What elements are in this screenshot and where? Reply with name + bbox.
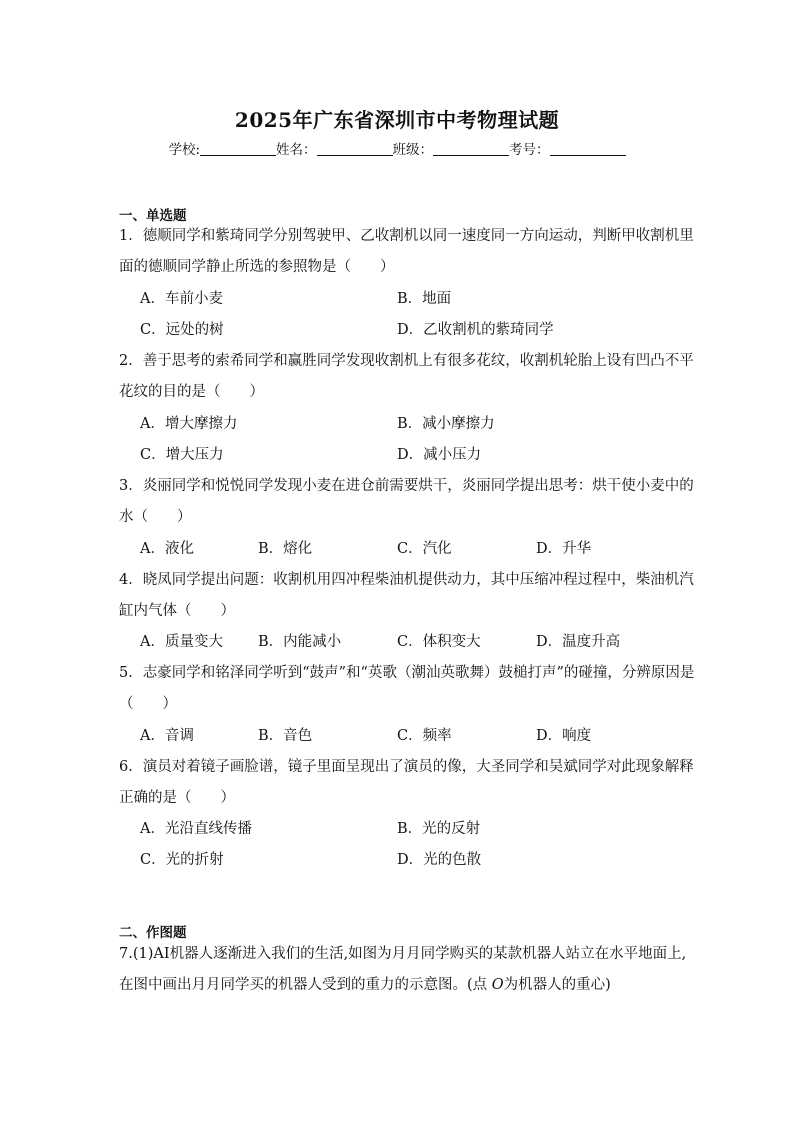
question-2-option-d[interactable]: D．减小压力 [397, 447, 482, 463]
question-3-line-2: 水（ ） [119, 509, 192, 525]
question-1-option-c[interactable]: C．远处的树 [140, 322, 224, 338]
question-2-option-c[interactable]: C．增大压力 [140, 447, 224, 463]
school-field[interactable] [200, 141, 276, 156]
question-5-option-a[interactable]: A．音调 [140, 728, 194, 744]
question-6-line-1: 6．演员对着镜子画脸谱，镜子里面呈现出了演员的像，大圣同学和吴斌同学对此现象解释 [119, 759, 694, 775]
question-5-line-1: 5．志豪同学和铭泽同学听到“鼓声”和“英歌（潮汕英歌舞）鼓槌打声”的碰撞，分辨原因是 [119, 665, 695, 681]
question-7-line-2 [119, 976, 611, 994]
question-1-option-a[interactable]: A．车前小麦 [140, 291, 223, 307]
question-3-option-d[interactable]: D．升华 [536, 541, 592, 557]
class-label: 班级： [392, 142, 434, 158]
question-2-line-1: 2．善于思考的索希同学和赢胜同学发现收割机上有很多花纹，收割机轮胎上设有凹凸不平 [119, 353, 694, 369]
question-2-option-a[interactable]: A．增大摩擦力 [140, 416, 238, 432]
question-3-option-c[interactable]: C．汽化 [397, 541, 452, 557]
exam-no-field[interactable] [550, 141, 626, 156]
question-3-line-1: 3．炎丽同学和悦悦同学发现小麦在进仓前需要烘干，炎丽同学提出思考：烘干使小麦中的 [119, 478, 694, 494]
question-3-option-a[interactable]: A．液化 [140, 541, 194, 557]
question-2-option-b[interactable]: B．减小摩擦力 [397, 416, 495, 432]
name-label: 姓名： [276, 142, 317, 158]
question-4-option-d[interactable]: D．温度升高 [536, 634, 621, 650]
section-heading-drawing: 二、作图题 [119, 925, 187, 941]
question-6-option-b[interactable]: B．光的反射 [397, 821, 481, 837]
student-info-row [0, 138, 794, 158]
question-4-option-b[interactable]: B．内能减小 [258, 634, 342, 650]
page-title: 2025年广东省深圳市中考物理试题 [234, 108, 560, 132]
question-1-option-b[interactable]: B．地面 [397, 291, 452, 307]
question-6-line-2: 正确的是（ ） [119, 790, 235, 806]
school-label: 学校: [168, 142, 201, 158]
question-7-line-1: 7.(1)AI机器人逐渐进入我们的生活,如图为月月同学购买的某款机器人站立在水平地面上, [119, 946, 687, 962]
question-5-option-c[interactable]: C．频率 [397, 728, 452, 744]
question-5-option-d[interactable]: D．响度 [536, 728, 592, 744]
question-6-option-c[interactable]: C．光的折射 [140, 852, 224, 868]
question-1-line-2: 面的德顺同学静止所选的参照物是（ ） [119, 259, 395, 275]
question-4-option-c[interactable]: C．体积变大 [397, 634, 481, 650]
question-2-line-2: 花纹的目的是（ ） [119, 384, 264, 400]
question-4-line-2: 缸内气体（ ） [119, 603, 235, 619]
question-5-option-b[interactable]: B．音色 [258, 728, 313, 744]
class-field[interactable] [433, 141, 509, 156]
question-3-option-b[interactable]: B．熔化 [258, 541, 313, 557]
question-6-option-a[interactable]: A．光沿直线传播 [140, 821, 252, 837]
question-6-option-d[interactable]: D．光的色散 [397, 852, 482, 868]
question-4-line-1: 4．晓凤同学提出问题：收割机用四冲程柴油机提供动力，其中压缩冲程过程中，柴油机汽 [119, 572, 694, 588]
question-7-line-2-text: 在图中画出月月同学买的机器人受到的重力的示意图。(点 [119, 977, 492, 993]
question-1-option-d[interactable]: D．乙收割机的紫琦同学 [397, 322, 554, 338]
question-4-option-a[interactable]: A．质量变大 [140, 634, 223, 650]
name-field[interactable] [317, 141, 393, 156]
question-1-line-1: 1．德顺同学和紫琦同学分别驾驶甲、乙收割机以同一速度同一方向运动，判断甲收割机里 [119, 228, 694, 244]
exam-no-label: 考号： [509, 142, 550, 158]
question-5-line-2: （ ） [119, 696, 177, 712]
question-7-line-2-tail: 为机器人的重心) [503, 977, 611, 993]
section-heading-single-choice: 一、单选题 [119, 208, 187, 224]
center-of-gravity-label: O [491, 977, 504, 993]
